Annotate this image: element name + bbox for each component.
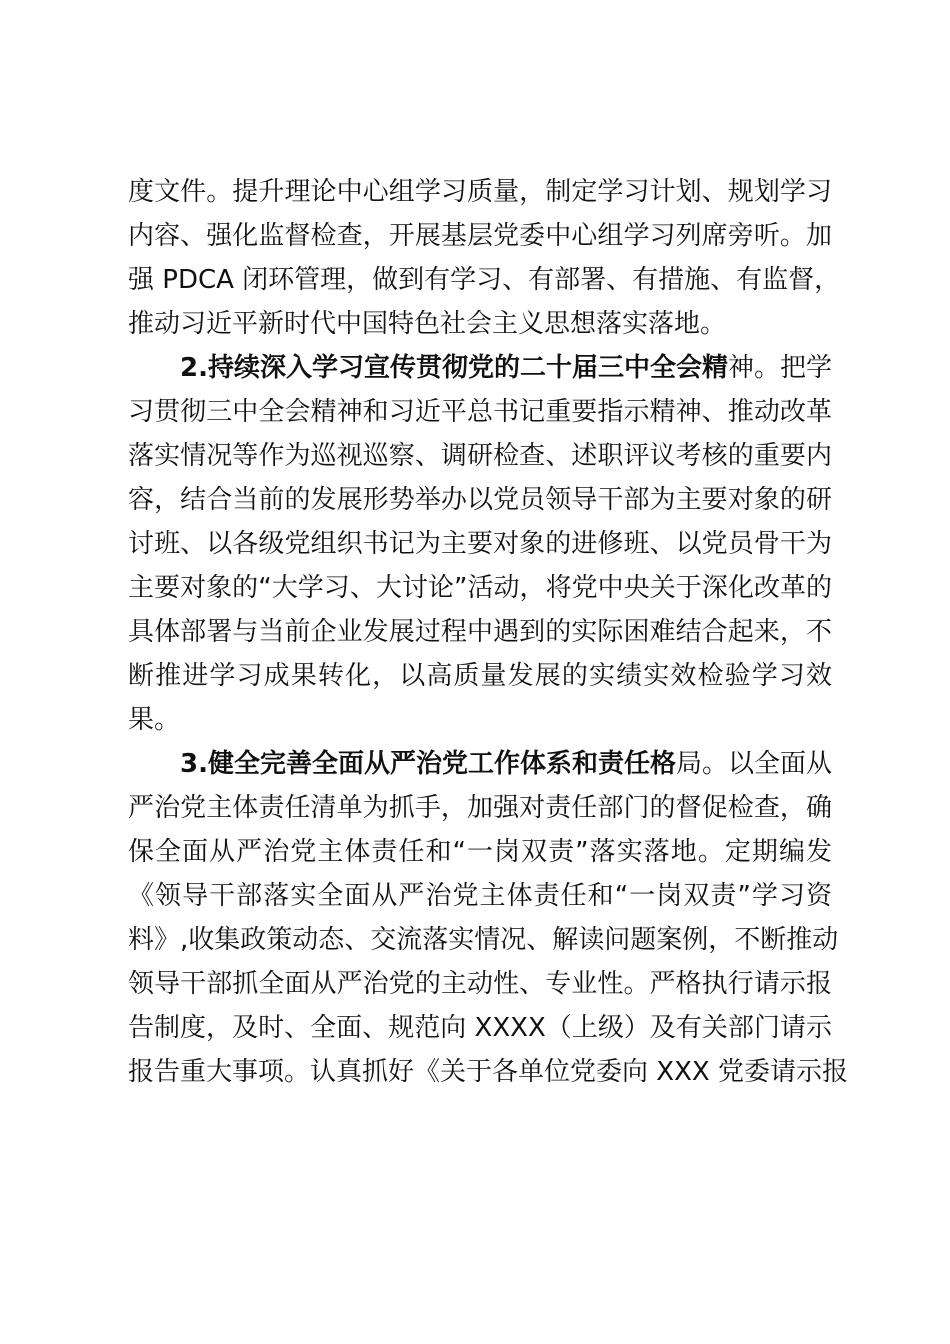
paragraph-2 — [128, 346, 832, 742]
paragraph-2-line: 容，结合当前的发展形势举办以党员领导干部为主要对象的研 — [128, 485, 832, 515]
paragraph-2-line: 习贯彻三中全会精神和习近平总书记重要指示精神、推动改革 — [128, 397, 832, 427]
paragraph-2-first-line — [128, 346, 832, 390]
paragraph-2-line: 落实情况等作为巡视巡察、调研检查、述职评议考核的重要内 — [128, 441, 832, 471]
paragraph-1-line: 度文件。提升理论中心组学习质量，制定学习计划、规划学习 — [128, 177, 832, 207]
paragraph-2-line: 具体部署与当前企业发展过程中遇到的实际困难结合起来，不 — [128, 617, 832, 647]
paragraph-2-line: 断推进学习成果转化，以高质量发展的实绩实效检验学习效 — [128, 661, 832, 691]
paragraph-2-line: 果。 — [128, 705, 181, 735]
paragraph-2-heading-tail: 神。把学 — [727, 353, 832, 383]
paragraph-3-line: 保全面从严治党主体责任和“一岗双责”落实落地。定期编发 — [128, 837, 832, 867]
paragraph-1-line: 内容、强化监督检查，开展基层党委中心组学习列席旁听。加 — [128, 221, 832, 251]
paragraph-3-heading-tail: 局。以全面从 — [675, 749, 832, 779]
body-text — [128, 170, 848, 1094]
paragraph-3-line: 《领导干部落实全面从严治党主体责任和“一岗双责”学习资 — [128, 881, 832, 911]
paragraph-2-heading: 2.持续深入学习宣传贯彻党的二十届三中全会精 — [180, 353, 728, 383]
paragraph-3 — [128, 742, 848, 1094]
paragraph-2-line: 主要对象的“大学习、大讨论”活动，将党中央关于深化改革的 — [128, 573, 832, 603]
paragraph-3-line: 告制度，及时、全面、规范向 XXXX（上级）及有关部门请示 — [128, 1013, 832, 1043]
paragraph-2-line: 讨班、以各级党组织书记为主要对象的进修班、以党员骨干为 — [128, 529, 832, 559]
paragraph-3-heading: 3.健全完善全面从严治党工作体系和责任格 — [180, 749, 676, 779]
paragraph-3-first-line — [128, 742, 832, 786]
paragraph-3-line: 料》,收集政策动态、交流落实情况、解读问题案例，不断推动 — [128, 925, 839, 955]
paragraph-3-line: 严治党主体责任清单为抓手，加强对责任部门的督促检查，确 — [128, 793, 832, 823]
paragraph-3-line: 领导干部抓全面从严治党的主动性、专业性。严格执行请示报 — [128, 969, 832, 999]
paragraph-1-line: 推动习近平新时代中国特色社会主义思想落实落地。 — [128, 309, 727, 339]
paragraph-1 — [128, 170, 841, 346]
paragraph-1-line: 强 PDCA 闭环管理，做到有学习、有部署、有措施、有监督， — [128, 265, 841, 295]
paragraph-3-line: 报告重大事项。认真抓好《关于各单位党委向 XXX 党委请示报 — [128, 1057, 848, 1087]
